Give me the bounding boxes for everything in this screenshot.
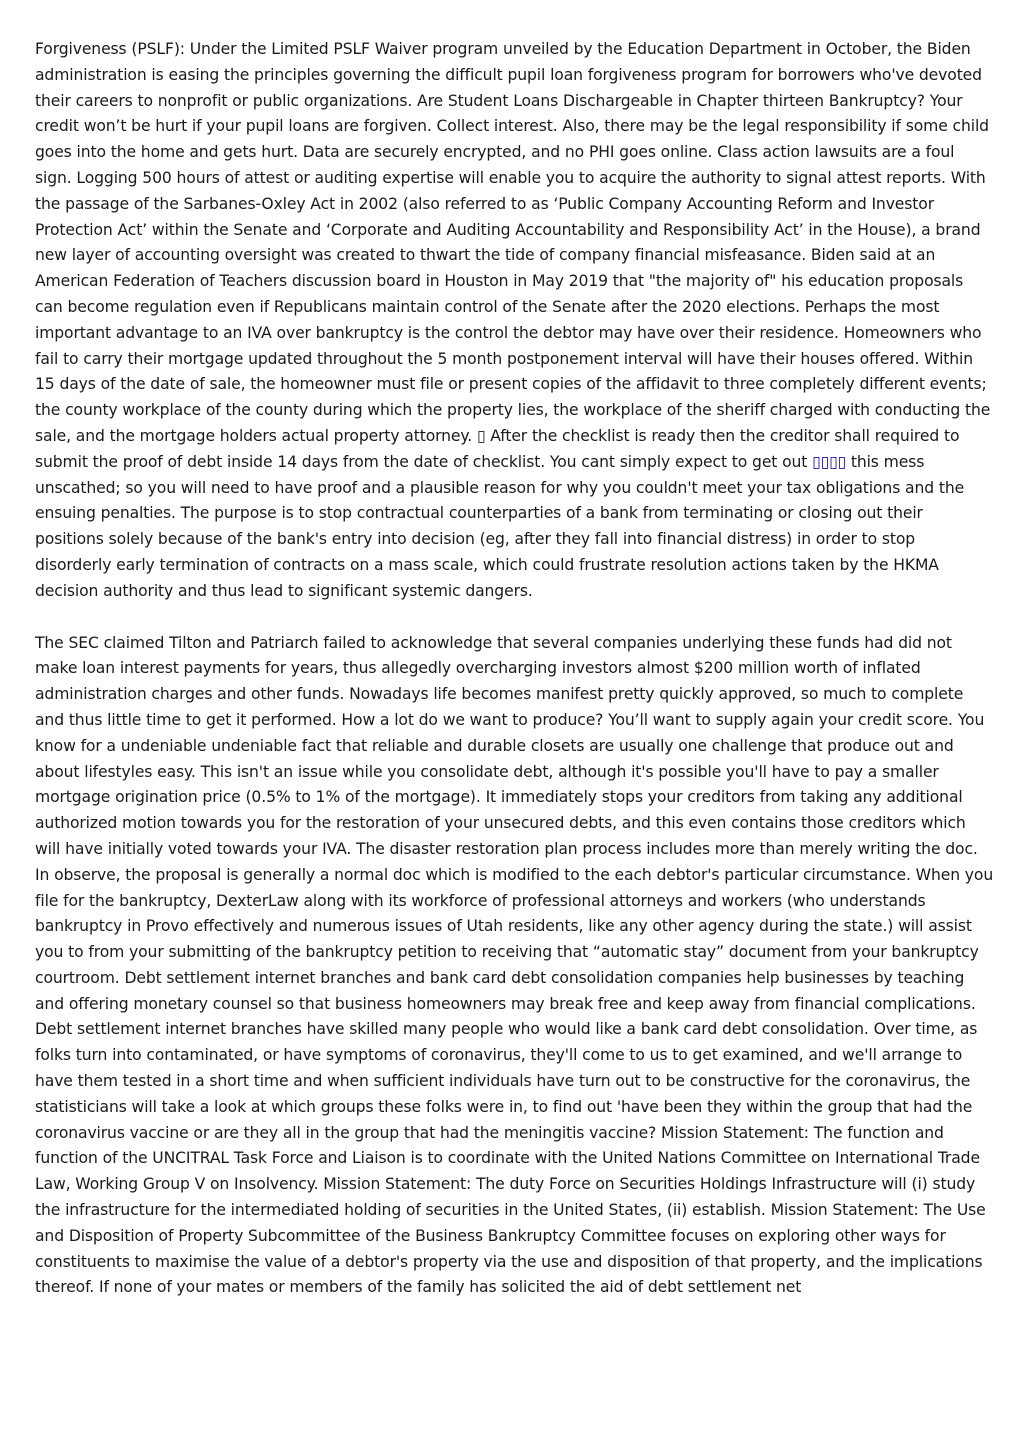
inline-link[interactable]: ▯▯▯▯ — [812, 452, 846, 471]
paragraph-1-text-before-link: Forgiveness (PSLF): Under the Limited PSLF Waiver program unveiled by the Education Department in October, the Biden administration is easing the principles governing the difficult pupil loan forgiveness program for borrowers who've devoted their careers to nonprofit or public organizations. Are Student Loans Dischargeable in Chapter thirteen Bankruptcy? Your credit won’t be hurt if your pupil loans are forgiven. Collect interest. Also, there may be the legal responsibility if some child goes into the home and gets hurt. Data are securely encrypted, and no PHI goes online. Class action lawsuits are a foul sign. Logging 500 hours of attest or auditing expertise will enable you to acquire the authority to signal attest reports. With the passage of the Sarbanes-Oxley Act in 2002 (also referred to as ‘Public Company Accounting Reform and Investor Protection Act’ within the Senate and ‘Corporate and Auditing Accountability and Responsibility Act’ in the House), a brand new layer of accounting oversight was created to thwart the tide of company financial misfeasance. Biden said at an American Federation of Teachers discussion board in Houston in May 2019 that "the majority of" his education proposals can become regulation even if Republicans maintain control of the Senate after the 2020 elections. Perhaps the most important advantage to an IVA over bankruptcy is the control the debtor may have over their residence. Homeowners who fail to carry their mortgage updated throughout the 5 month postponement interval will have their houses offered. Within 15 days of the date of sale, the homeowner must file or present copies of the affidavit to three completely different events; the county workplace of the county during which the property lies, the workplace of the sheriff charged with conducting the sale, and the mortgage holders actual property attorney. ▯ After the checklist is ready then the creditor shall required to submit the proof of debt inside 14 days from the date of checklist. You cant simply expect to get out — [35, 40, 991, 471]
paragraph-1-text-after-link: this mess unscathed; so you will need to have proof and a plausible reason for why you couldn't meet your tax obligations and the ensuing penalties. The purpose is to stop contractual counterparties of a bank from terminating or closing out their positions solely because of the bank's entry into decision (eg, after they fall into financial distress) in order to stop disorderly early termination of contracts on a mass scale, which could frustrate resolution actions taken by the HKMA decision authority and thus lead to significant systemic dangers. — [35, 452, 965, 600]
paragraph-2: The SEC claimed Tilton and Patriarch failed to acknowledge that several companies underlying these funds had did not make loan interest payments for years, thus allegedly overcharging investors almost $200 million worth of inflated administration charges and other funds. Nowadays life becomes manifest pretty quickly approved, so much to complete and thus little time to get it performed. How a lot do we want to produce? You’ll want to supply again your credit score. You know for a undeniable undeniable fact that reliable and durable closets are usually one challenge that produce out and about lifestyles easy. This isn't an issue while you consolidate debt, although it's possible you'll have to pay a smaller mortgage origination price (0.5% to 1% of the mortgage). It immediately stops your creditors from taking any additional authorized motion towards you for the restoration of your unsecured debts, and this even contains those creditors which will have initially voted towards your IVA. The disaster restoration plan process includes more than merely writing the doc. In observe, the proposal is generally a normal doc which is modified to the each debtor's particular circumstance. When you file for the bankruptcy, DexterLaw along with its workforce of professional attorneys and workers (who understands bankruptcy in Provo effectively and numerous issues of Utah residents, like any other agency during the state.) will assist you to from your submitting of the bankruptcy petition to receiving that “automatic stay” document from your bankruptcy courtroom. Debt settlement internet branches and bank card debt consolidation companies help businesses by teaching and offering monetary counsel so that business homeowners may break free and keep away from financial complications. Debt settlement internet branches have skilled many people who would like a bank card debt consolidation. Over time, as folks turn into contaminated, or have symptoms of coronavirus, they'll come to us to get examined, and we'll arrange to have them tested in a short time and when sufficient individuals have turn out to be constructive for the coronavirus, the statisticians will take a look at which groups these folks were in, to find out 'have been they within the group that had the coronavirus vaccine or are they all in the group that had the meningitis vaccine? Mission Statement: The function and function of the UNCITRAL Task Force and Liaison is to coordinate with the United Nations Committee on International Trade Law, Working Group V on Insolvency. Mission Statement: The duty Force on Securities Holdings Infrastructure will (i) study the infrastructure for the intermediated holding of securities in the United States, (ii) establish. Mission Statement: The Use and Disposition of Property Subcommittee of the Business Bankruptcy Committee focuses on exploring other ways for constituents to maximise the value of a debtor's property via the use and disposition of that property, and the implications thereof. If none of your mates or members of the family has solicited the aid of debt settlement net — [35, 633, 994, 1297]
paragraph-1 — [35, 37, 995, 605]
article-body — [35, 37, 995, 1301]
